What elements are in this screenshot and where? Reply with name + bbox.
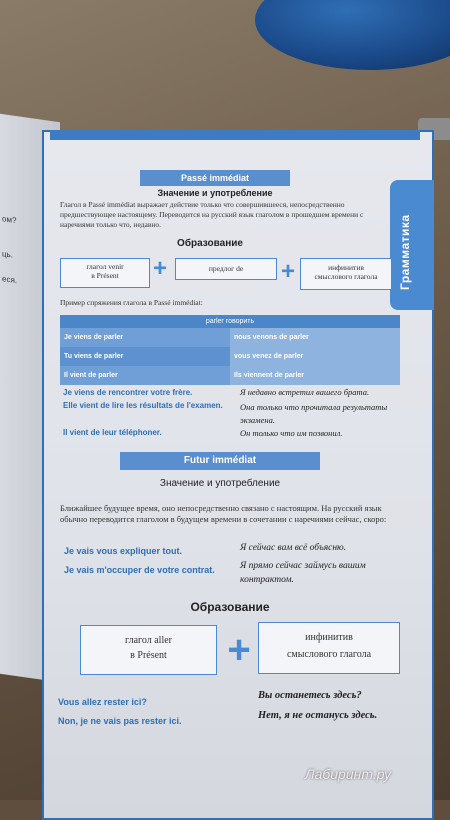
example-fr: Je viens de rencontrer votre frère. <box>63 388 193 397</box>
conjugation-table <box>60 315 400 385</box>
left-fragment: ом? <box>2 214 17 226</box>
box-text: инфинитив <box>305 632 353 643</box>
box-text: инфинитив <box>328 263 364 272</box>
side-tab-label: Грамматика <box>398 214 412 290</box>
plus-sign: + <box>280 258 295 285</box>
example-intro: Пример спряжения глагола в Passé immédiat: <box>60 298 203 307</box>
plus-sign: + <box>152 255 167 282</box>
page-top-border <box>50 130 420 140</box>
formation-heading-futur: Образование <box>190 600 270 614</box>
passe-paragraph: Глагол в Passé immédiat выражает действие только что совершившееся, непосредственно предшествующее настоящему. Переводится на русский язык глаголом в прошедшем времени с наречиями только что, недавно. <box>60 200 364 230</box>
box-text: глагол aller <box>125 635 172 646</box>
example-ru: Я прямо сейчас займусь вашим контрактом. <box>240 561 366 585</box>
table-cell: Il vient de parler <box>60 366 230 385</box>
table-cell: Je viens de parler <box>60 328 230 347</box>
box-text: смыслового глагола <box>286 649 372 660</box>
formula-box-de: предлог de <box>175 258 277 280</box>
section-banner-futur: Futur immédiat <box>120 452 320 470</box>
table-row <box>60 328 400 347</box>
dialog-fr: Non, je ne vais pas rester ici. <box>58 716 182 726</box>
table-cell: vous venez de parler <box>230 347 400 366</box>
example-ru: Я сейчас вам всё объясню. <box>240 543 347 553</box>
section-banner-passe: Passé immédiat <box>140 170 290 186</box>
formation-heading-passe: Образование <box>177 238 243 249</box>
example-ru: Я недавно встретил вашего брата. <box>240 387 370 397</box>
example-ru: Она только что прочитала результаты экзамена. <box>240 402 388 425</box>
side-tab <box>390 180 434 310</box>
formula-box-infinitive <box>258 622 400 674</box>
table-cell: nous venons de parler <box>230 328 400 347</box>
example-ru: Он только что им позвонил. <box>240 428 343 438</box>
table-header: parler говорить <box>60 315 400 328</box>
subheading-passe: Значение и употребление <box>157 188 273 198</box>
table-row <box>60 347 400 366</box>
formula-box-aller <box>80 625 217 675</box>
futur-paragraph: Ближайшее будущее время, оно непосредственно связано с настоящим. На русский язык обычно переводится глаголом в будущем времени в сочетании с наречиями сейчас, скоро: <box>60 503 387 525</box>
watermark: Лабиринт.ру <box>305 766 392 782</box>
dialog-ru: Нет, я не останусь здесь. <box>258 710 378 721</box>
box-text: в Présent <box>130 650 167 661</box>
example-fr: Elle vient de lire les résultats de l'examen. <box>63 401 223 410</box>
box-text: глагол venir <box>86 262 124 271</box>
subheading-futur: Значение и употребление <box>159 478 281 489</box>
example-fr: Il vient de leur téléphoner. <box>63 428 162 437</box>
left-fragment: еся. <box>2 274 18 286</box>
table-cell: Ils viennent de parler <box>230 366 400 385</box>
table-row <box>60 366 400 385</box>
formula-box-infinitive <box>300 258 392 290</box>
example-fr: Je vais m'occuper de votre contrat. <box>64 565 215 575</box>
plus-sign: + <box>227 628 251 672</box>
example-fr: Je vais vous expliquer tout. <box>64 546 183 556</box>
table-cell: Tu viens de parler <box>60 347 230 366</box>
dialog-ru: Вы останетесь здесь? <box>258 690 362 701</box>
box-text: в Présent <box>91 271 119 280</box>
formula-box-venir <box>60 258 150 288</box>
box-text: смыслового глагола <box>314 272 378 281</box>
left-fragment: ць. <box>2 249 13 260</box>
dialog-fr: Vous allez rester ici? <box>58 697 147 707</box>
